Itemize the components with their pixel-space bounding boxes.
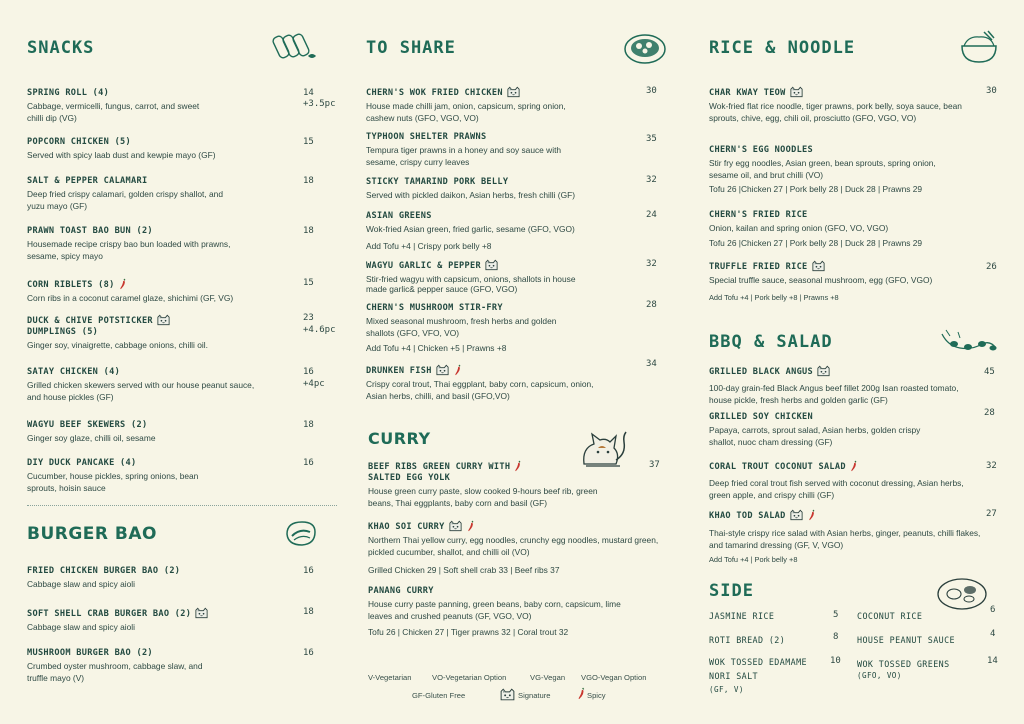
side-heading: SIDE [709, 581, 754, 601]
herbs-illustration [938, 326, 1000, 356]
cat-icon [816, 365, 831, 377]
item-price: 37 [649, 460, 660, 470]
item-price: 30 [986, 86, 997, 96]
item-desc: Deep fried crispy calamari, golden crispy shallot, and yuzu mayo (GF) [27, 189, 223, 211]
cat-icon [789, 509, 804, 521]
cat-icon [194, 607, 209, 619]
item-name: SOFT SHELL CRAB BURGER BAO (2) [27, 609, 192, 619]
item-name: CHERN'S MUSHROOM STIR-FRY [366, 303, 503, 313]
chilli-icon [118, 278, 127, 290]
menu-item-calamari [27, 176, 287, 212]
menu-item-fried-rice [709, 210, 989, 249]
side-item-peanut-sauce: HOUSE PEANUT SAUCE [857, 635, 955, 645]
item-price: 18 [303, 176, 314, 186]
item-desc: Deep fried coral trout fish served with coconut dressing, Asian herbs, green apple, and crispy chilli (GF) [709, 478, 964, 500]
item-extras: Tofu 26 |Chicken 27 | Pork belly 28 | Duck 28 | Prawns 29 [709, 237, 923, 248]
item-name: ASIAN GREENS [366, 211, 432, 221]
item-price: 18 [303, 420, 314, 430]
menu-item-drunken-fish [366, 364, 641, 402]
side-item-jasmine-rice: JASMINE RICE [709, 611, 775, 621]
legend-vegan-option: VGO-Vegan Option [581, 673, 647, 682]
item-desc: Stir-fried wagyu with capsicum, onions, shallots in house made garlic& pepper sauce (GFO, VGO) [366, 274, 576, 294]
side-item-coconut-rice: COCONUT RICE [857, 611, 923, 621]
item-name: CORAL TROUT COCONUT SALAD [709, 462, 846, 472]
item-price: 32 [986, 461, 997, 471]
item-desc: Crispy coral trout, Thai eggplant, baby corn, capsicum, onion, Asian herbs, chilli, and basil (GFO,VO) [366, 379, 594, 401]
item-desc: Served with pickled daikon, Asian herbs, fresh chilli (GF) [366, 190, 575, 200]
item-price-extra: +3.5pc [303, 99, 336, 109]
cat-icon [435, 364, 450, 376]
snacks-heading: SNACKS [27, 38, 95, 58]
item-desc: Ginger soy glaze, chilli oil, sesame [27, 433, 156, 443]
to-share-heading: TO SHARE [366, 38, 456, 58]
menu-item-wok-fried-chicken [366, 86, 626, 124]
item-name: TRUFFLE FRIED RICE [709, 262, 808, 272]
item-price: 16 [303, 458, 314, 468]
bbq-salad-heading: BBQ & SALAD [709, 332, 833, 352]
item-price: 30 [646, 86, 657, 96]
item-price: 32 [646, 259, 657, 269]
legend-signature: Signature [518, 691, 551, 700]
item-desc: Stir fry egg noodles, Asian green, bean sprouts, spring onion, sesame oil, and brut chilli (VO) [709, 158, 936, 180]
menu-item-beef-ribs-curry [368, 460, 643, 509]
item-price-extra: +4pc [303, 379, 325, 389]
item-name: DRUNKEN FISH [366, 366, 432, 376]
item-name: GRILLED BLACK ANGUS [709, 367, 814, 377]
item-price: 8 [833, 632, 839, 642]
item-price: 16 [303, 566, 314, 576]
menu-item-mushroom-bao [27, 648, 287, 684]
item-price: 26 [986, 262, 997, 272]
cat-icon [789, 86, 804, 98]
item-name: KHAO SOI CURRY [368, 522, 445, 532]
menu-item-panang-curry [368, 586, 648, 638]
menu-item-popcorn-chicken [27, 137, 287, 162]
item-name: KHAO TOD SALAD [709, 511, 786, 521]
item-extras: Tofu 26 | Chicken 27 | Tiger prawns 32 | Coral trout 32 [368, 627, 569, 637]
item-desc: Cabbage slaw and spicy aioli [27, 622, 136, 632]
item-price: 4 [990, 629, 996, 639]
legend-vegetarian: V-Vegetarian [368, 673, 412, 682]
menu-item-duck-potsticker [27, 314, 297, 352]
chilli-icon [576, 687, 586, 700]
item-price: 5 [833, 610, 839, 620]
item-desc: Served with spicy laab dust and kewpie mayo (GF) [27, 150, 216, 160]
item-desc: Housemade recipe crispy bao bun loaded with prawns, sesame, spicy mayo [27, 239, 231, 261]
item-desc: Papaya, carrots, sprout salad, Asian herbs, golden crispy shallot, nuoc cham dressing (GF) [709, 425, 921, 447]
side-dish-illustration [934, 574, 990, 612]
cat-icon [811, 260, 826, 272]
item-desc: Grilled chicken skewers served with our house peanut sauce, and house pickles (GF) [27, 380, 255, 402]
curry-heading: CURRY [368, 429, 431, 448]
menu-item-black-angus [709, 365, 979, 406]
item-price: 45 [984, 367, 995, 377]
menu-item-asian-greens [366, 211, 641, 252]
menu-item-corn-riblets [27, 278, 297, 305]
menu-item-mushroom-stir-fry [366, 303, 641, 354]
item-name: DUCK & CHIVE POTSTICKER [27, 316, 153, 326]
item-name: FRIED CHICKEN BURGER BAO (2) [27, 566, 181, 576]
legend-vegetarian-option: VO-Vegetarian Option [432, 673, 507, 682]
item-price: 15 [303, 278, 314, 288]
cat-icon [506, 86, 521, 98]
menu-item-soy-chicken [709, 412, 979, 448]
menu-item-wagyu-skewers [27, 420, 287, 445]
item-desc: Cucumber, house pickles, spring onions, bean sprouts, hoisin sauce [27, 471, 199, 493]
item-extras: Add Tofu +4 | Crispy pork belly +8 [366, 240, 492, 251]
item-name: GRILLED SOY CHICKEN [709, 412, 814, 422]
item-price: 14 [303, 88, 314, 98]
side-item-greens: WOK TOSSED GREENS [857, 659, 950, 669]
menu-item-khao-tod-salad [709, 509, 984, 565]
item-name: BEEF RIBS GREEN CURRY WITH [368, 462, 511, 472]
item-desc: Crumbed oyster mushroom, cabbage slaw, and truffle mayo (V) [27, 661, 203, 683]
menu-item-khao-soi [368, 520, 663, 576]
item-desc: Wok-fried flat rice noodle, tiger prawns, pork belly, soya sauce, bean sprouts, chive, egg, chili oil, prosciutto (GFO, VGO, VO) [709, 101, 962, 123]
menu-item-spring-roll [27, 88, 287, 124]
item-price: 28 [646, 300, 657, 310]
item-extras: Grilled Chicken 29 | Soft shell crab 33 | Beef ribs 37 [368, 565, 560, 575]
item-desc: Northern Thai yellow curry, egg noodles, crunchy egg noodles, mustard green, pickled cucumber, shallot, and chilli oil (VO) [368, 535, 659, 557]
item-name: POPCORN CHICKEN (5) [27, 137, 132, 147]
item-desc: Cabbage slaw and spicy aioli [27, 579, 136, 589]
chilli-icon [466, 520, 475, 532]
chilli-icon [807, 509, 816, 521]
item-price: 34 [646, 359, 657, 369]
side-item-roti-bread: ROTI BREAD (2) [709, 635, 786, 645]
item-price: 24 [646, 210, 657, 220]
item-price-extra: +4.6pc [303, 325, 336, 335]
item-price: 18 [303, 607, 314, 617]
cat-icon [156, 314, 171, 326]
item-name: DIY DUCK PANCAKE (4) [27, 458, 137, 468]
spring-roll-illustration [272, 30, 320, 64]
menu-item-coral-trout-salad [709, 460, 979, 501]
item-name: CHERN'S EGG NOODLES [709, 145, 814, 155]
item-desc: 100-day grain-fed Black Angus beef fillet 200g Isan roasted tomato, house pickle, fresh herbs and golden garlic (GF) [709, 383, 959, 405]
item-price: 10 [830, 656, 841, 666]
item-desc: Ginger soy, vinaigrette, cabbage onions, chilli oil. [27, 340, 208, 350]
dish-illustration [622, 30, 668, 66]
item-price: 14 [987, 656, 998, 666]
item-name: CHERN'S FRIED RICE [709, 210, 808, 220]
item-desc: Wok-fried Asian green, fried garlic, sesame (GFO, VGO) [366, 224, 575, 234]
item-desc: Corn ribs in a coconut caramel glaze, shichimi (GF, VG) [27, 293, 234, 303]
item-desc: House made chilli jam, onion, capsicum, spring onion, cashew nuts (GFO, VGO, VO) [366, 101, 566, 123]
section-divider [27, 505, 337, 506]
item-desc: House curry paste panning, green beans, baby corn, capsicum, lime leaves and crushed peanuts (GF, VGO, VO) [368, 599, 621, 621]
item-name: STICKY TAMARIND PORK BELLY [366, 177, 509, 187]
item-name: SALT & PEPPER CALAMARI [27, 176, 148, 186]
menu-item-duck-pancake [27, 458, 287, 494]
item-desc: Thai-style crispy rice salad with Asian herbs, ginger, peanuts, chilli flakes, and tamarind dressing (GF, V, VGO) [709, 528, 981, 550]
item-name: CHERN'S WOK FRIED CHICKEN [366, 88, 503, 98]
item-name-line2: DUMPLINGS (5) [27, 327, 99, 337]
menu-item-egg-noodles [709, 145, 989, 195]
item-name: CHAR KWAY TEOW [709, 88, 786, 98]
item-name: WAGYU BEEF SKEWERS (2) [27, 420, 148, 430]
menu-item-prawn-toast [27, 226, 287, 262]
menu-item-char-kway-teow [709, 86, 979, 124]
legend-vegan: VG-Vegan [530, 673, 566, 682]
chilli-icon [453, 364, 462, 376]
item-price: 6 [990, 605, 996, 615]
item-price: 35 [646, 134, 657, 144]
menu-item-fried-chicken-bao [27, 566, 287, 591]
rice-noodle-heading: RICE & NOODLE [709, 38, 856, 58]
rice-bowl-illustration [958, 28, 1000, 66]
item-desc: Special truffle sauce, seasonal mushroom, egg (GFO, VGO) [709, 275, 933, 285]
item-desc: Tempura tiger prawns in a honey and soy sauce with sesame, crispy curry leaves [366, 145, 562, 167]
legend-spicy: Spicy [587, 691, 606, 700]
item-name: SPRING ROLL (4) [27, 88, 110, 98]
chilli-icon [849, 460, 858, 472]
item-price: 16 [303, 367, 314, 377]
menu-item-tamarind-pork [366, 177, 641, 202]
item-name: PRAWN TOAST BAO BUN (2) [27, 226, 153, 236]
item-extras: Tofu 26 |Chicken 27 | Pork belly 28 | Duck 28 | Prawns 29 [709, 184, 923, 194]
item-price: 28 [984, 408, 995, 418]
menu-item-satay-chicken [27, 367, 287, 403]
item-name: SATAY CHICKEN (4) [27, 367, 121, 377]
cat-icon [499, 688, 516, 701]
item-name: TYPHOON SHELTER PRAWNS [366, 132, 487, 142]
bao-illustration [282, 518, 320, 550]
item-extras: Add Tofu +4 | Pork belly +8 | Prawns +8 [709, 292, 839, 302]
chilli-icon [513, 460, 522, 472]
menu-item-typhoon-prawns [366, 132, 626, 168]
side-item-edamame-line3: (GF, V) [709, 685, 744, 694]
item-price: 27 [986, 509, 997, 519]
item-price: 23 [303, 313, 314, 323]
side-item-greens-line2: (GFO, VO) [857, 671, 902, 680]
item-price: 16 [303, 648, 314, 658]
item-name-line2: SALTED EGG YOLK [368, 473, 451, 483]
item-extras: Add Tofu +4 | Chicken +5 | Prawns +8 [366, 343, 507, 353]
item-price: 18 [303, 226, 314, 236]
item-price: 32 [646, 175, 657, 185]
item-extras: Add Tofu +4 | Pork belly +8 [709, 555, 798, 564]
side-item-edamame-line2: NORI SALT [709, 671, 758, 681]
item-desc: Mixed seasonal mushroom, fresh herbs and golden shallots (GFO, VFO, VO) [366, 316, 557, 338]
item-name: CORN RIBLETS (8) [27, 280, 115, 290]
legend-gluten-free: GF-Gluten Free [412, 691, 466, 700]
item-name: PANANG CURRY [368, 586, 434, 596]
item-name: MUSHROOM BURGER BAO (2) [27, 648, 153, 658]
menu-item-wagyu-garlic [366, 259, 641, 294]
item-desc: House green curry paste, slow cooked 9-hours beef rib, green beans, Thai eggplants, baby corn and basil (GF) [368, 486, 598, 508]
side-item-edamame: WOK TOSSED EDAMAME [709, 657, 807, 667]
item-price: 15 [303, 137, 314, 147]
item-name: WAGYU GARLIC & PEPPER [366, 261, 481, 271]
cat-icon [484, 259, 499, 271]
item-desc: Cabbage, vermicelli, fungus, carrot, and sweet chilli dip (VG) [27, 101, 200, 123]
menu-item-soft-shell-crab-bao [27, 607, 297, 634]
burger-bao-heading: BURGER BAO [27, 524, 157, 544]
item-desc: Onion, kailan and spring onion (GFO, VO, VGO) [709, 223, 889, 233]
menu-item-truffle-fried-rice [709, 260, 989, 303]
cat-icon [448, 520, 463, 532]
